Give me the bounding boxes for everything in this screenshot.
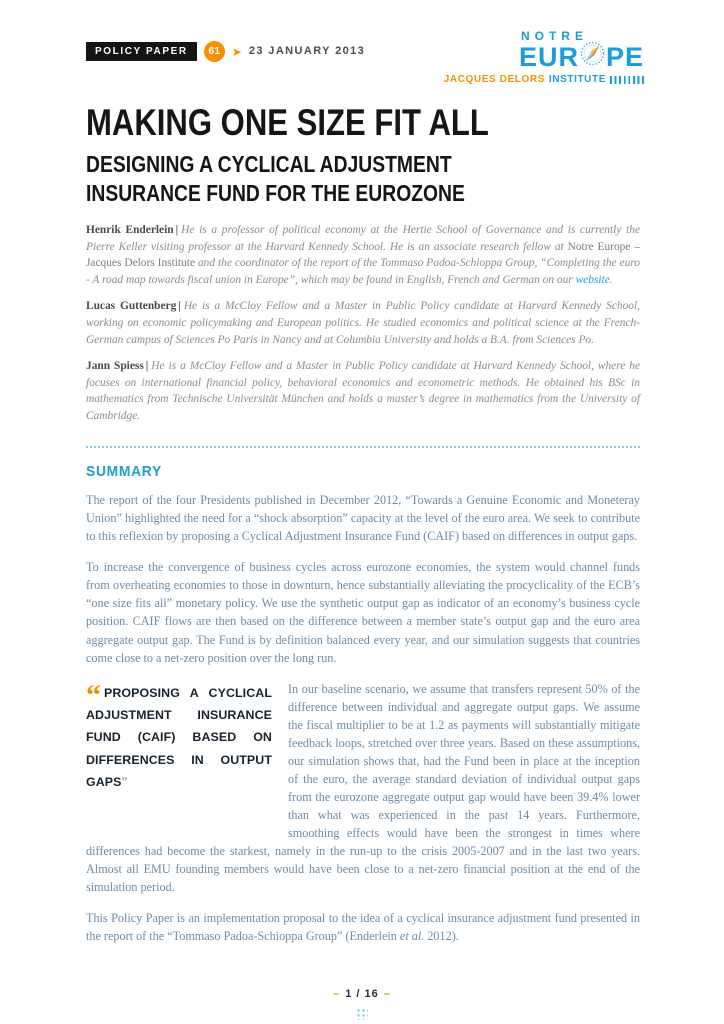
page-number: 1 / 16 [345, 988, 379, 1000]
bio-text: He is a professor of political economy at the Hertie School of Governance and is currently the Pierre Keller visiting professor at the Harvard Kennedy School. He is an associate research fellow at [86, 224, 640, 253]
paragraph-4-text: This Policy Paper is an implementation proposal to the idea of a cyclical insurance adjustment fund presented in the report of the “Tommaso Padoa-Schioppa Group” (Enderlein [86, 911, 640, 944]
author-name: Henrik Enderlein [86, 224, 174, 237]
compass-icon [580, 41, 605, 66]
author-bio-spiess [86, 358, 640, 424]
author-bio-guttenberg [86, 298, 640, 348]
issue-number-badge: 61 [204, 41, 225, 62]
page-footer [0, 989, 724, 1000]
separator: | [145, 360, 149, 373]
logo-institute-line [444, 75, 644, 85]
et-al-text: et al. [399, 929, 425, 944]
paragraph-4-text: 2012). [424, 929, 459, 944]
separator: | [178, 300, 181, 313]
logo-europe-right: PE [605, 42, 644, 72]
open-quote-icon: “ [86, 678, 101, 712]
author-name: Jann Spiess [86, 360, 144, 373]
bio-institute-text: Notre Europe – Jacques Delors Institute [86, 240, 640, 270]
close-quote-icon: ” [121, 774, 128, 789]
summary-paragraph-3: In our baseline scenario, we assume that transfers represent 50% of the difference between individual and aggregate output gaps. We assume the fiscal multiplier to be at 1.2 as payments will substantially mitigate feedback loops, stretched over three years. Based on these assumptions, our simulation shows that, had the Fund been in place at the inception of the euro, the average standard deviation of individual output gaps from the eurozone aggregate output gap would have been 39.4% lower than what was experienced in the past 14 years. Furthermore, smoothing effects would have been the strongest in times where differences had become the starkest, namely in the run-up to the crisis 2005-2007 and in the last two years. Almost all EMU founding members would have been close to a net-zero financial position at the end of the simulation period. [86, 681, 640, 895]
summary-heading: SUMMARY [86, 463, 162, 481]
summary-paragraph-2: To increase the convergence of business cycles across eurozone economies, the system would channel funds from overheating economies to those in downturn, hence substantially alleviating the procyclicality of the ECB’s “one size fits all” monetary policy. We use the synthetic output gap as indicator of an economy’s business cycle position. CAIF flows are then based on the difference between a member state’s output gap and the euro area aggregate output gap. The Fund is by definition balanced every year, and our simulation suggests that countries come close to a net-zero position over the long run. [86, 560, 640, 665]
page-title: MAKING ONE SIZE FIT ALL [86, 102, 489, 143]
bio-text: He is a McCloy Fellow and a Master in Public Policy candidate at Harvard Kennedy School, where he focuses on international financial policy, behavioral economics and econometric methods. He obtained his BSc in mathematics from Technische Universität München and holds a master’s degree in mathematics from the University of Cambridge. [86, 360, 640, 422]
author-bio-enderlein [86, 222, 640, 288]
footer-dots-icon [356, 1008, 368, 1020]
logo-jacques-delors-text: JACQUES DELORS [443, 74, 545, 85]
authors [86, 222, 640, 424]
page-subtitle [86, 150, 640, 208]
pull-quote-text: PROPOSING A CYCLICAL ADJUSTMENT INSURANCE FUND (CAIF) BASED ON DIFFERENCES IN OUTPUT GAPS [86, 685, 272, 789]
summary-paragraph-3-block [86, 680, 640, 897]
footer-dash-right: – [383, 988, 391, 1000]
logo-europe-text [519, 44, 644, 71]
header [86, 29, 644, 96]
summary-paragraph-4 [86, 909, 640, 945]
arrow-icon: ➤ [231, 44, 242, 59]
author-name: Lucas Guttenberg [86, 300, 177, 313]
subtitle-line-1: DESIGNING A CYCLICAL ADJUSTMENT [86, 150, 452, 177]
bio-text: . [609, 273, 613, 286]
publication-date: 23 JANUARY 2013 [248, 45, 366, 57]
footer-dash-left: – [333, 988, 341, 1000]
subtitle-line-2: INSURANCE FUND FOR THE EUROZONE [86, 179, 465, 206]
notre-europe-logo [444, 30, 644, 85]
dotted-divider [86, 446, 640, 448]
separator: | [175, 224, 179, 237]
bio-text: and the coordinator of the report of the Tommaso Padoa-Schioppa Group, “Completing the euro - A road map towards fiscal union in Europe”, which may be found in English, French and German on our [86, 257, 641, 286]
bio-text: He is a McCloy Fellow and a Master in Public Policy candidate at Harvard Kennedy School, working on economic policymaking and European politics. He studied economics and political science at the French-German campus of Sciences Po Paris in Nancy and at Columbia University and holds a B.A. from Sciences Po. [86, 300, 640, 346]
pull-quote [86, 678, 272, 824]
policy-paper-badge: POLICY PAPER [86, 42, 197, 61]
logo-main [519, 30, 644, 71]
logo-notre-text: NOTRE [520, 29, 588, 43]
logo-europe-left: EUR [518, 42, 579, 72]
logo-institute-text: INSTITUTE [548, 74, 606, 85]
summary-paragraph-1: The report of the four Presidents published in December 2012, “Towards a Genuine Economic and Moneteray Union” highlighted the need for a “shock absorption” capacity at the level of the euro area. We seek to contribute to this reflexion by proposing a Cyclical Adjustment Insurance Fund (CAIF) based on differences in output gaps. [86, 493, 640, 544]
institute-bars-icon [610, 76, 644, 84]
website-link[interactable]: website [575, 273, 610, 286]
